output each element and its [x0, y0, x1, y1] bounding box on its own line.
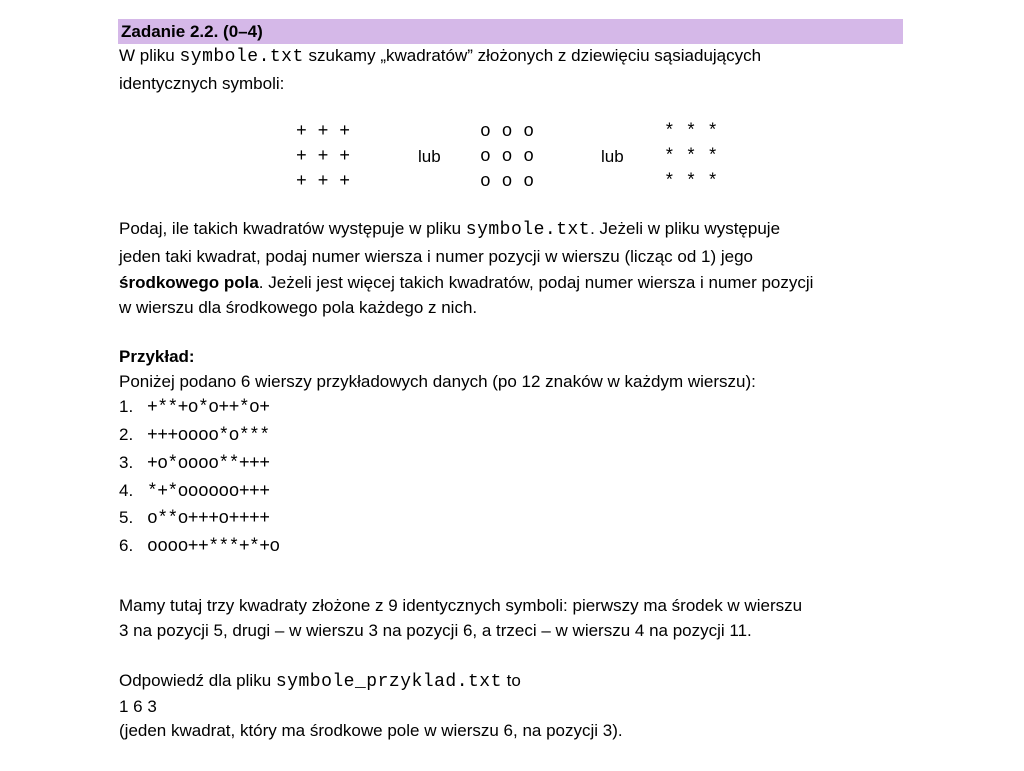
task-emphasis: środkowego pola: [119, 273, 259, 292]
example-row-5: [119, 507, 269, 530]
task-line-4: w wierszu dla środkowego pola każdego z nich.: [119, 298, 478, 317]
explanation-line-1: Mamy tutaj trzy kwadraty złożone z 9 identycznych symboli: pierwszy ma środek w wierszu: [119, 596, 803, 615]
example-row-number: 6.: [119, 536, 134, 555]
example-heading: Przykład:: [119, 347, 195, 366]
intro-text-2: szukamy „kwadratów” złożonych z dziewięciu sąsiadujących: [303, 46, 762, 65]
example-row-data: +++oooo*o***: [147, 426, 270, 446]
task-title: Zadanie 2.2. (0–4): [121, 22, 263, 41]
example-row-number: 2.: [119, 425, 134, 444]
answer-filename: symbole_przyklad.txt: [275, 672, 502, 692]
intro-text-1: W pliku: [119, 46, 180, 65]
answer-note: (jeden kwadrat, który ma środkowe pole w wierszu 6, na pozycji 3).: [119, 721, 623, 740]
answer-text-2: to: [501, 671, 521, 690]
example-row-data: *+*oooooo+++: [147, 482, 270, 502]
connector-lub-1: lub: [418, 147, 441, 166]
answer-intro: [119, 670, 521, 693]
pattern-circle-row-2: o o o: [480, 147, 535, 167]
example-row-number: 1.: [119, 397, 134, 416]
example-row-6: [119, 535, 280, 558]
example-row-data: +o*oooo**+++: [147, 454, 270, 474]
pattern-plus-row-3: + + +: [296, 172, 351, 192]
task-text-3: . Jeżeli jest więcej takich kwadratów, podaj numer wiersza i numer pozycji: [258, 273, 814, 292]
example-row-3: [119, 452, 269, 475]
task-filename: symbole.txt: [465, 220, 591, 240]
pattern-plus-row-1: + + +: [296, 122, 351, 142]
example-description: Poniżej podano 6 wierszy przykładowych danych (po 12 znaków w każdym wierszu):: [119, 372, 756, 391]
example-row-number: 3.: [119, 453, 134, 472]
intro-line-2: identycznych symboli:: [119, 74, 285, 93]
pattern-plus-row-2: + + +: [296, 147, 351, 167]
answer-value: 1 6 3: [119, 697, 157, 716]
pattern-star-row-2: * * *: [664, 147, 719, 167]
task-line-3: [119, 272, 813, 294]
example-row-data: o**o+++o++++: [147, 509, 270, 529]
pattern-star-row-3: * * *: [664, 172, 719, 192]
example-row-number: 5.: [119, 508, 134, 527]
pattern-circle-row-1: o o o: [480, 122, 535, 142]
example-row-data: +**+o*o++*o+: [147, 398, 270, 418]
example-row-number: 4.: [119, 481, 134, 500]
pattern-star-row-1: * * *: [664, 122, 719, 142]
example-row-1: [119, 396, 269, 419]
task-line-1: [119, 218, 780, 241]
task-text-1a: Podaj, ile takich kwadratów występuje w pliku: [119, 219, 466, 238]
answer-text-1: Odpowiedź dla pliku: [119, 671, 276, 690]
connector-lub-2: lub: [601, 147, 624, 166]
example-row-data: oooo++***+*+o: [147, 537, 280, 557]
pattern-circle-row-3: o o o: [480, 172, 535, 192]
intro-filename: symbole.txt: [179, 47, 304, 67]
explanation-line-2: 3 na pozycji 5, drugi – w wierszu 3 na pozycji 6, a trzeci – w wierszu 4 na pozycji 11.: [119, 621, 752, 640]
example-row-4: [119, 480, 269, 503]
task-text-1b: . Jeżeli w pliku występuje: [590, 219, 781, 238]
intro-line-1: [119, 45, 761, 68]
task-line-2: jeden taki kwadrat, podaj numer wiersza i numer pozycji w wierszu (licząc od 1) jego: [119, 247, 753, 266]
example-row-2: [119, 424, 269, 447]
task-header-bar: [118, 19, 903, 44]
